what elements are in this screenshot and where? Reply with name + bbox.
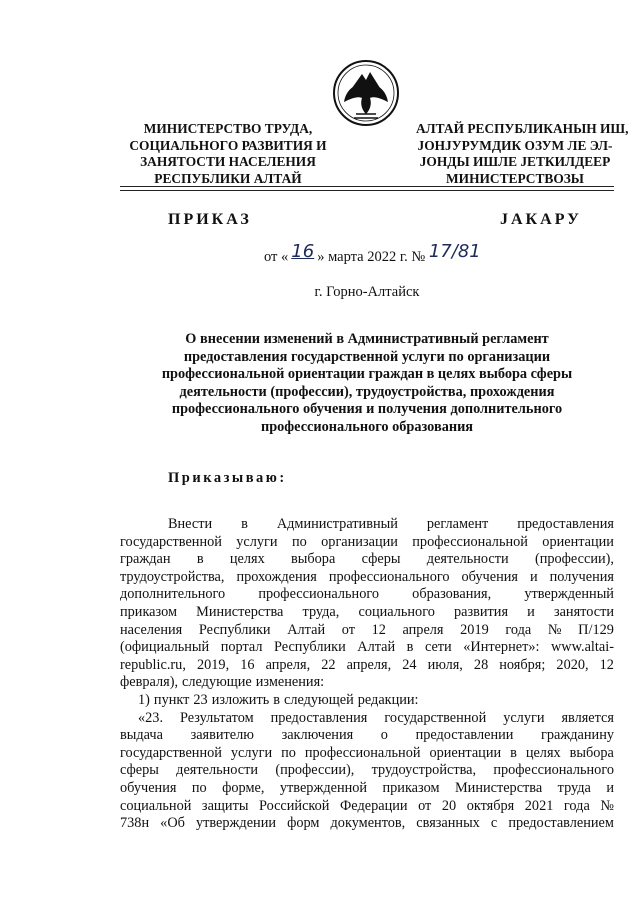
body-word: от [418, 797, 432, 814]
body-word: сферы [361, 551, 401, 568]
body-word: услуги [230, 744, 273, 761]
body-word: связанных [416, 815, 480, 832]
body-word: июля, [427, 656, 463, 673]
body-word: Республики [274, 639, 346, 656]
body-word: по [281, 744, 296, 761]
body-word: обучения [461, 568, 518, 585]
body-word: документов, [330, 815, 406, 832]
ministry-name-altai [416, 121, 629, 187]
body-word: Российской [258, 797, 330, 814]
body-word: о [380, 727, 388, 744]
body-word: трудоустройства, [120, 568, 225, 585]
body-word: утвержденной [279, 779, 368, 796]
body-line [120, 710, 614, 728]
body-word: апреля, [346, 656, 392, 673]
date-middle: » марта 2022 г. № [317, 249, 426, 265]
body-word: 2020, [556, 656, 589, 673]
header-divider-thick [120, 186, 614, 187]
body-word: 28 [473, 656, 489, 673]
body-line [120, 639, 614, 657]
ministry-name-russian [128, 121, 328, 187]
document-body [120, 516, 614, 833]
body-word: организации [321, 533, 398, 550]
subject-line: предоставления государственной услуги по организации [183, 348, 551, 365]
body-word: апреля [402, 621, 444, 638]
body-word: следующей [283, 691, 354, 708]
body-line [120, 780, 614, 798]
body-word: Алтай [287, 621, 326, 638]
body-word: октября [466, 797, 515, 814]
body-word: прохождения [236, 568, 317, 585]
body-word: Административный [276, 516, 398, 532]
body-word: № [600, 797, 614, 814]
body-word: профессионального [328, 568, 450, 585]
body-word: с [490, 815, 498, 832]
body-word: Внести [168, 516, 213, 532]
body-word: редакции: [357, 691, 419, 708]
body-word: приказом [120, 603, 178, 620]
body-word: целях [229, 551, 265, 568]
body-word: занятости [553, 603, 614, 620]
body-word: 22 [321, 656, 336, 673]
header-divider-thin [120, 190, 614, 191]
body-line [120, 622, 614, 640]
body-word: предоставлением [508, 815, 614, 832]
body-word: Министерства [196, 603, 284, 620]
body-word: 12 [371, 621, 386, 638]
body-word: Министерства [454, 779, 543, 796]
subject-line: профессионального обучения и получения дополнительного [171, 401, 563, 417]
body-word: заявителю [190, 727, 254, 744]
body-word: и [606, 779, 614, 796]
subject-line: профессиональной ориентации граждан в целях выбора сферы [161, 366, 573, 382]
body-line [120, 692, 614, 710]
handwritten-order-number: 17/81 [428, 241, 481, 262]
document-title-altai: ЈАКАРУ [500, 211, 582, 228]
body-word: 12 [599, 656, 614, 673]
altai-emblem-icon [332, 58, 400, 128]
body-word: услуги [503, 709, 545, 726]
body-word: ноября; [499, 656, 546, 673]
body-word: форме, [222, 779, 265, 796]
city-line: г. Горно-Алтайск [314, 284, 420, 300]
body-word: «Интернет»: [463, 639, 540, 656]
body-word: П/129 [578, 621, 614, 638]
body-word: профессионального [493, 762, 614, 779]
body-word: утвержденный [524, 586, 614, 603]
body-line [120, 815, 614, 833]
body-word: приказом [382, 779, 440, 796]
body-word: (профессии), [275, 762, 355, 779]
body-word: 2019 [460, 621, 489, 638]
body-word: предоставлении [415, 727, 514, 744]
body-word: апреля, [265, 656, 311, 673]
body-line [120, 604, 614, 622]
body-word: выбора [291, 551, 336, 568]
body-line [120, 762, 614, 780]
header-left-line: МИНИСТЕРСТВО ТРУДА, [143, 121, 313, 136]
body-word: 24 [402, 656, 417, 673]
body-word: изложить [211, 691, 270, 708]
body-word: в [241, 516, 248, 532]
header-right-line: МИНИСТЕРСТВОЗЫ [446, 170, 584, 186]
body-word: (официальный [120, 639, 210, 656]
body-word: Алтай [357, 639, 396, 656]
body-word: деятельности [176, 762, 259, 779]
subject-line: деятельности (профессии), трудоустройства, прохождения [179, 383, 555, 400]
body-word: 738н [120, 815, 150, 832]
body-word: социального [358, 603, 435, 620]
body-word: профессиональной [304, 744, 421, 761]
body-word: и [529, 568, 538, 585]
date-number-line [264, 241, 481, 266]
body-line [120, 657, 614, 675]
body-word: 2021 [524, 797, 554, 814]
body-line [120, 798, 614, 816]
document-subject [120, 331, 614, 436]
body-word: № [547, 621, 562, 638]
body-word: 2019, [196, 656, 230, 673]
body-word: предоставления [270, 709, 368, 726]
body-word: года [505, 621, 532, 638]
header-right-line: ЈОНДЫ ИШЛЕ ЈЕТКИЛДЕЕР [419, 154, 611, 169]
body-word: Федерации [340, 797, 408, 814]
body-word: образования, [412, 586, 492, 603]
body-word: в [196, 551, 204, 568]
date-prefix: от « [264, 249, 289, 265]
body-word: обучения [120, 779, 177, 796]
body-word: государственной [120, 744, 222, 761]
body-word: ориентации [429, 744, 502, 761]
body-word: следующие [182, 674, 252, 691]
handwritten-day: 16 [291, 241, 315, 262]
body-word: деятельности [426, 551, 509, 568]
body-word: февраля), [120, 674, 179, 691]
body-line [120, 569, 614, 587]
body-word: населения [120, 621, 183, 638]
body-word: является [561, 709, 614, 726]
body-line [120, 727, 614, 745]
body-line [120, 551, 614, 569]
body-word: дополнительного [120, 586, 226, 603]
body-word: 20 [441, 797, 457, 814]
body-word: сети [424, 639, 452, 656]
body-word: www.altai- [550, 639, 614, 656]
body-word: в [510, 744, 517, 761]
header-right-line: ЈОНЈУРУМДИК ОЗУМ ЛЕ ЭЛ- [417, 137, 613, 153]
body-word: от [341, 621, 355, 638]
body-word: 16 [240, 656, 255, 673]
body-word: выдача [120, 727, 163, 744]
body-word: регламент [426, 516, 489, 532]
body-word: и [527, 603, 535, 620]
body-word: Республики [198, 621, 271, 638]
order-heading: Приказываю: [168, 470, 287, 486]
body-line [120, 586, 614, 604]
body-word: трудоустройства, [371, 762, 477, 779]
body-word: услуги [236, 533, 278, 550]
document-title-russian: ПРИКАЗ [168, 211, 252, 228]
body-word: развития [454, 603, 509, 620]
body-word: по [191, 779, 207, 796]
body-line [120, 534, 614, 552]
body-word: портал [220, 639, 263, 656]
header-left-line: СОЦИАЛЬНОГО РАЗВИТИЯ И [129, 137, 327, 153]
body-word: предоставления [517, 516, 614, 532]
body-word: получения [549, 568, 614, 585]
body-word: 1) [138, 691, 150, 708]
body-word: (профессии), [534, 551, 614, 568]
body-word: гражданину [541, 727, 614, 744]
header-right-line: АЛТАЙ РЕСПУБЛИКАНЫН ИШ, [416, 121, 629, 136]
body-word: republic.ru, [120, 656, 186, 673]
body-word: Результатом [179, 709, 254, 726]
body-word: социальной [120, 797, 192, 814]
body-word: в [406, 639, 414, 656]
body-word: заключения [281, 727, 354, 744]
body-word: 23 [193, 691, 208, 708]
body-word: государственной [120, 533, 222, 550]
body-word: изменения: [255, 674, 325, 691]
header-left-line: ЗАНЯТОСТИ НАСЕЛЕНИЯ [140, 154, 316, 169]
body-word: утверждении [195, 815, 276, 832]
body-line [120, 674, 614, 692]
body-word: защиты [201, 797, 249, 814]
subject-line: профессионального образования [260, 418, 474, 435]
body-word: в [273, 691, 280, 708]
body-word: форм [287, 815, 320, 832]
body-word: сферы [120, 762, 159, 779]
body-word: года [563, 797, 590, 814]
body-word: труда, [302, 603, 340, 620]
body-word: ориентации [542, 533, 614, 550]
body-word: профессиональной [412, 533, 528, 550]
body-word: «Об [160, 815, 185, 832]
body-word: граждан [120, 551, 171, 568]
body-line [120, 516, 614, 534]
body-word: труда [557, 779, 591, 796]
body-word: выбора [569, 744, 614, 761]
body-word: целях [525, 744, 561, 761]
body-word: по [291, 533, 307, 550]
body-word: «23. [138, 709, 164, 726]
body-word: пункт [153, 691, 190, 708]
body-line [120, 745, 614, 763]
body-word: профессионального [258, 586, 379, 603]
header-left-line: РЕСПУБЛИКИ АЛТАЙ [154, 170, 302, 186]
body-word: государственной [384, 709, 487, 726]
subject-line: О внесении изменений в Административный регламент [185, 331, 549, 347]
